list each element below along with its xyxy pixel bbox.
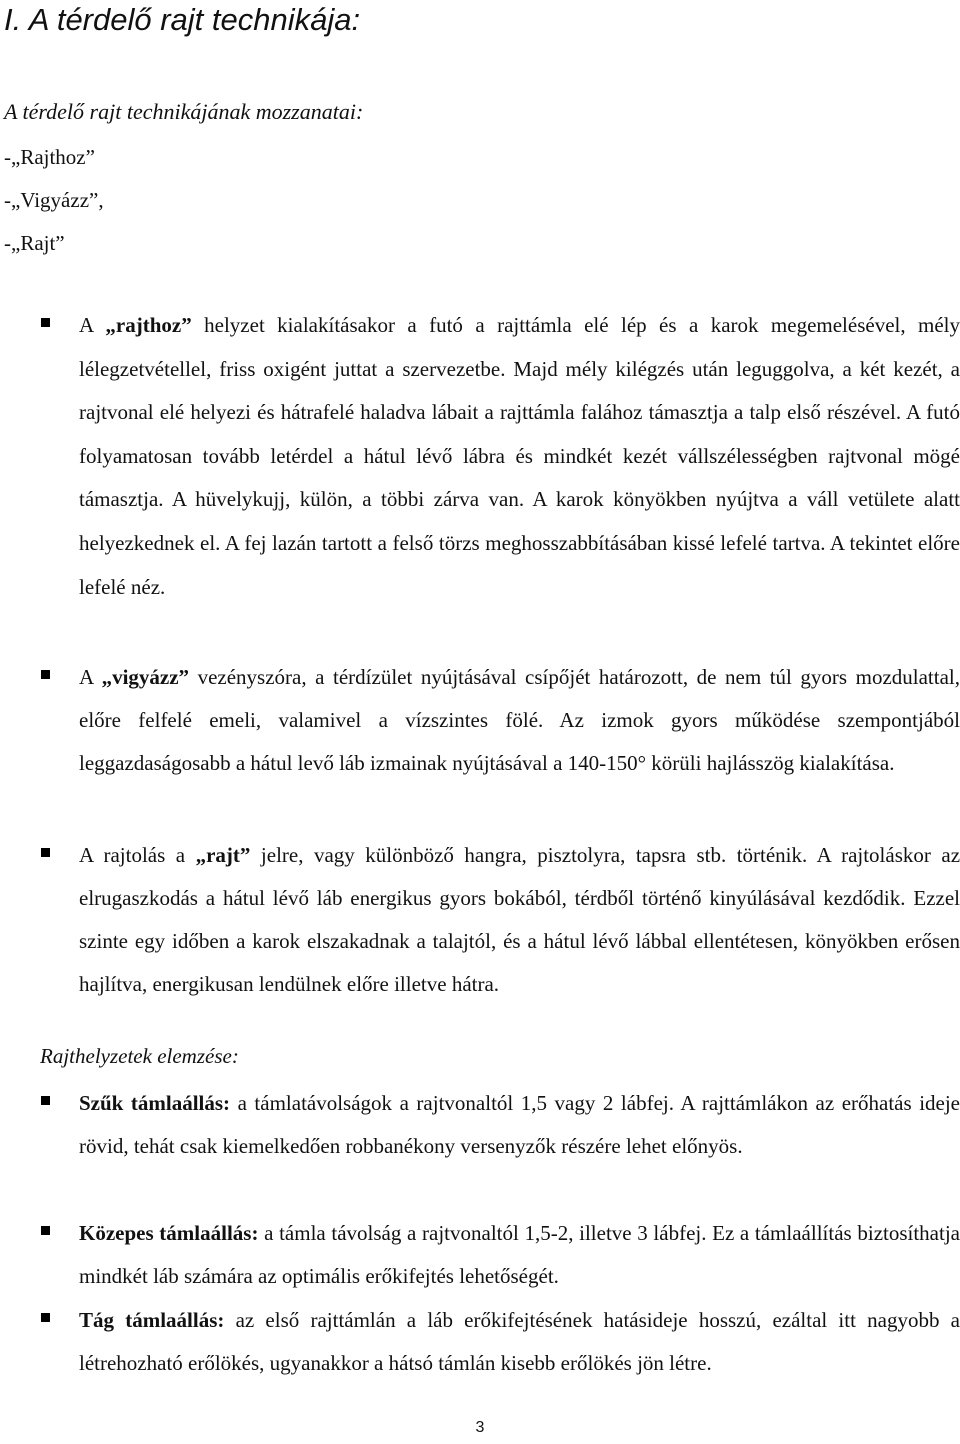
phase-description-list (0, 304, 960, 1051)
command-word: „rajt” (195, 843, 251, 867)
stance-list (0, 1082, 960, 1386)
command-word: „vigyázz” (101, 665, 190, 689)
paragraph-text: helyzet kialakításakor a futó a rajttámla elé lép és a karok megemelésével, mély lélegzetvétellel, friss oxigént juttat a szervezetbe. Majd mély kilégzés után leguggolva, a két kezét, a rajtvonal elé helyezi és hátrafelé haladva lábait a rajttámla falához támasztja a talp első részével. A futó folyamatosan tovább letérdel a hátul lévő lábra és mindkét kezét vállszélességben rajtvonal mögé támasztja. A hüvelykujj, külön, a többi zárva van. A karok könyökben nyújtva a váll vetülete alatt helyezkednek el. A fej lazán tartott a felső törzs meghosszabbításában kissé lefelé tartva. A tekintet előre lefelé néz. (79, 313, 960, 599)
stance-term: Tág támlaállás: (79, 1308, 225, 1332)
square-bullet-icon (41, 670, 50, 679)
paragraph-text: A (79, 313, 106, 337)
list-item (0, 834, 960, 1051)
paragraph-text: vezényszóra, a térdízület nyújtásával csípőjét határozott, de nem túl gyors mozdulattal, előre felfelé emeli, valamivel a vízszintes fölé. Az izmok gyors működése szempontjából leggazdaságosabb a hátul levő láb izmainak nyújtásával a 140-150° körüli hajlásszög kialakítása. (79, 665, 960, 775)
rajthoz-paragraph (79, 304, 960, 609)
vigyazz-paragraph (79, 656, 960, 785)
section-heading: Rajthelyzetek elemzése: (40, 1044, 239, 1068)
phase-item: -„Rajthoz” (4, 145, 95, 169)
subtitle: A térdelő rajt technikájának mozzanatai: (4, 99, 364, 124)
list-item (0, 304, 960, 652)
stance-text: a támla távolság a rajtvonaltól 1,5-2, illetve 3 lábfej. Ez a támlaállítás biztosíthatja mindkét láb számára az optimális erőkifejtés lehetőségét. (79, 1221, 960, 1288)
stance-paragraph (79, 1299, 960, 1385)
paragraph-text: A (79, 665, 102, 689)
paragraph-text: A rajtolás a (79, 843, 196, 867)
stance-paragraph (79, 1212, 960, 1298)
phase-item: -„Vigyázz”, (4, 188, 104, 212)
stance-paragraph (79, 1082, 960, 1168)
stance-term: Szűk támlaállás: (79, 1091, 231, 1115)
list-item (0, 1299, 960, 1386)
list-item (0, 656, 960, 830)
stance-term: Közepes támlaállás: (79, 1221, 259, 1245)
command-word: „rajthoz” (105, 313, 192, 337)
rajt-paragraph (79, 834, 960, 1006)
paragraph-text: jelre, vagy különböző hangra, pisztolyra, tapsra stb. történik. A rajtoláskor az elrugaszkodás a hátul lévő láb energikus gyors bokából, térdből történő kinyúlásával kezdődik. Ezzel szinte egy időben a karok elszakadnak a talajtól, és a hátul lévő lábbal ellentétesen, könyökben erősen hajlítva, energikusan lendülnek előre illetve hátra. (79, 843, 960, 996)
square-bullet-icon (41, 848, 50, 857)
list-item (0, 1082, 960, 1212)
stance-text: az első rajttámlán a láb erőkifejtésének hatásideje hosszú, ezáltal itt nagyobb a létrehozható erőlökés, ugyanakkor a hátsó támlán kisebb erőlökés jön létre. (79, 1308, 960, 1375)
square-bullet-icon (41, 1313, 50, 1322)
phase-item: -„Rajt” (4, 231, 65, 255)
stance-text: a támlatávolságok a rajtvonaltól 1,5 vagy 2 lábfej. A rajttámlákon az erőhatás ideje rövid, tehát csak kiemelkedően robbanékony versenyzők részére lehet előnyös. (79, 1091, 960, 1158)
square-bullet-icon (41, 1226, 50, 1235)
list-item (0, 1212, 960, 1299)
square-bullet-icon (41, 1096, 50, 1105)
square-bullet-icon (41, 318, 50, 327)
page-title: I. A térdelő rajt technikája: (4, 2, 361, 37)
page-number: 3 (475, 1419, 485, 1436)
